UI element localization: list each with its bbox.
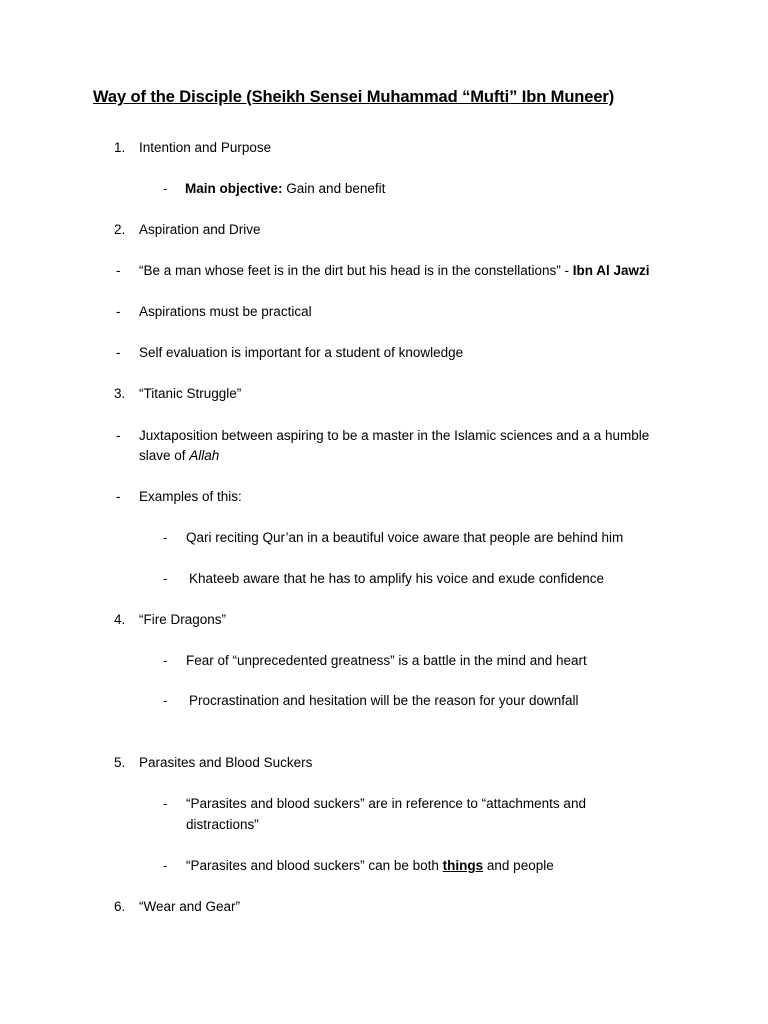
bullet-dash: - bbox=[116, 428, 121, 443]
bullet-text bbox=[139, 261, 650, 281]
italic-word: Allah bbox=[189, 448, 220, 463]
bullet-dash: - bbox=[116, 304, 121, 319]
bullet-dash: - bbox=[163, 693, 168, 708]
bullet-text: Procrastination and hesitation will be the reason for your downfall bbox=[189, 693, 579, 708]
bullet-dash: - bbox=[163, 653, 168, 668]
bullet-text-rest: slave of bbox=[139, 448, 190, 463]
bullet-dash: - bbox=[163, 796, 168, 811]
item-number: 1. bbox=[114, 140, 126, 155]
bullet-text-start: “Parasites and blood suckers” can be both bbox=[186, 858, 443, 873]
item-text: “Wear and Gear” bbox=[139, 899, 241, 914]
item-number: 6. bbox=[114, 899, 126, 914]
quote-text: “Be a man whose feet is in the dirt but his head is in the constellations” - bbox=[139, 263, 573, 278]
item-text: Parasites and Blood Suckers bbox=[139, 755, 313, 770]
bullet-dash: - bbox=[116, 345, 121, 360]
item-number: 4. bbox=[114, 612, 126, 627]
item-number: 5. bbox=[114, 755, 126, 770]
bullet-text-end: and people bbox=[483, 858, 554, 873]
bullet-dash: - bbox=[163, 858, 168, 873]
bullet-text-line2 bbox=[139, 446, 219, 466]
item-text: “Fire Dragons” bbox=[139, 612, 227, 627]
bullet-dash: - bbox=[163, 181, 168, 196]
bullet-text: Fear of “unprecedented greatness” is a battle in the mind and heart bbox=[186, 653, 587, 668]
bullet-text: Khateeb aware that he has to amplify his voice and exude confidence bbox=[189, 571, 605, 586]
bullet-text: Qari reciting Qur’an in a beautiful voice aware that people are behind him bbox=[186, 530, 624, 545]
bullet-dash: - bbox=[163, 530, 168, 545]
underlined-word: things bbox=[442, 858, 484, 873]
bullet-text-line1: “Parasites and blood suckers” are in reference to “attachments and bbox=[186, 796, 586, 811]
item-text: Aspiration and Drive bbox=[139, 222, 261, 237]
item-text: Intention and Purpose bbox=[139, 140, 272, 155]
document-title: Way of the Disciple (Sheikh Sensei Muhammad “Mufti” Ibn Muneer) bbox=[93, 88, 615, 106]
bullet-text: Self evaluation is important for a student of knowledge bbox=[139, 345, 464, 360]
bullet-text-line2: distractions” bbox=[186, 817, 259, 832]
item-number: 2. bbox=[114, 222, 126, 237]
bold-label: Main objective: bbox=[185, 181, 283, 196]
bullet-text bbox=[185, 179, 385, 199]
bullet-dash: - bbox=[116, 263, 121, 278]
bullet-text-rest: Gain and benefit bbox=[282, 181, 386, 196]
quote-author: Ibn Al Jawzi bbox=[572, 263, 650, 278]
bullet-text-line1: Juxtaposition between aspiring to be a master in the Islamic sciences and a a humble bbox=[139, 428, 650, 443]
bullet-text: Aspirations must be practical bbox=[139, 304, 312, 319]
item-text: “Titanic Struggle” bbox=[139, 386, 242, 401]
bullet-text bbox=[186, 856, 554, 876]
bullet-text: Examples of this: bbox=[139, 489, 242, 504]
bullet-dash: - bbox=[163, 571, 168, 586]
bullet-dash: - bbox=[116, 489, 121, 504]
item-number: 3. bbox=[114, 386, 126, 401]
